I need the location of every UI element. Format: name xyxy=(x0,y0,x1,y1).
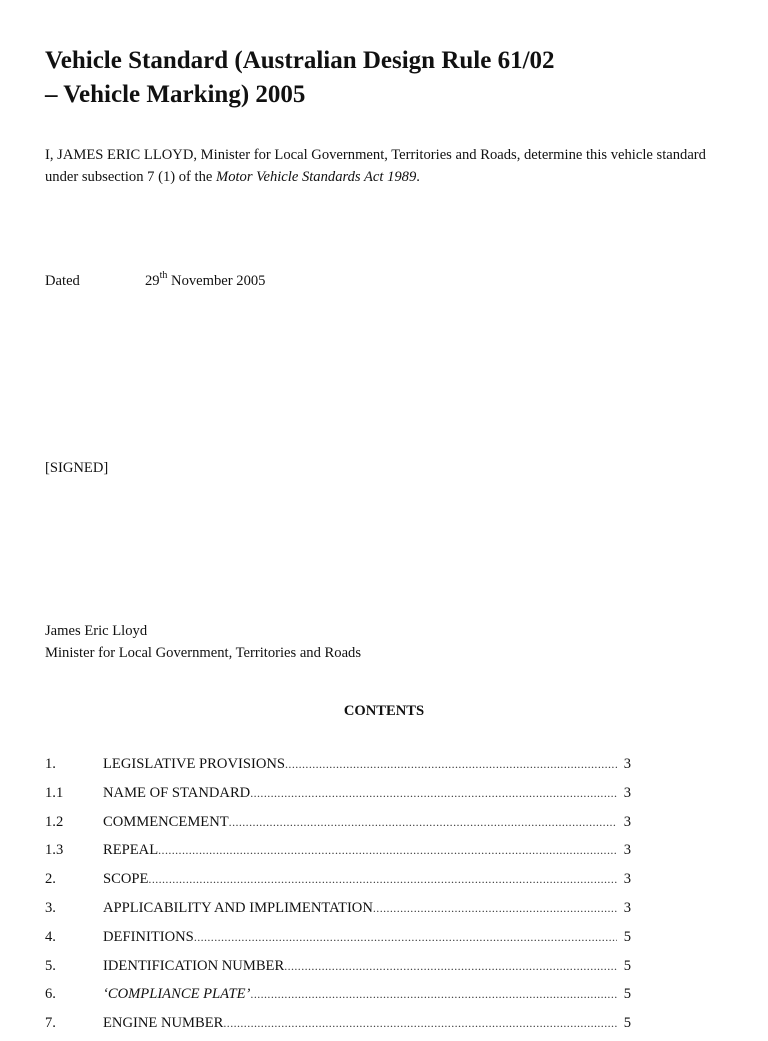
toc-leader-dots xyxy=(148,868,617,890)
toc-page-number: 5 xyxy=(623,957,631,974)
toc-title: COMMENCEMENT xyxy=(103,813,229,830)
signatory-name: James Eric Lloyd xyxy=(45,623,148,639)
toc-item-repeal[interactable] xyxy=(45,839,631,868)
toc-item-compliance-plate[interactable] xyxy=(45,983,631,1012)
date-rest: November 2005 xyxy=(167,273,266,289)
signatory-title: Minister for Local Government, Territories and Roads xyxy=(45,644,362,661)
toc-page-number: 3 xyxy=(623,842,631,859)
toc-leader-dots xyxy=(194,926,617,948)
toc-leader-dots xyxy=(250,782,617,804)
toc-title: DEFINITIONS xyxy=(103,928,194,945)
toc-number: 7. xyxy=(45,1015,56,1032)
dated-line xyxy=(45,270,266,292)
toc-item-engine-number[interactable] xyxy=(45,1012,631,1041)
toc-number: 5. xyxy=(45,957,56,974)
toc-item-commencement[interactable] xyxy=(45,811,631,840)
signatory-block xyxy=(45,621,361,664)
date-suffix: th xyxy=(159,270,168,282)
contents-heading: CONTENTS xyxy=(343,703,425,719)
document-title xyxy=(45,44,555,112)
toc-number: 6. xyxy=(45,986,56,1003)
act-name: Motor Vehicle Standards Act 1989 xyxy=(216,169,417,185)
toc-page-number: 5 xyxy=(623,986,631,1003)
toc-number: 1.2 xyxy=(45,813,64,830)
toc-number: 1. xyxy=(45,756,56,772)
toc-title: ‘COMPLIANCE PLATE’ xyxy=(103,986,251,1003)
toc-number: 3. xyxy=(45,899,56,916)
preamble-text: I, JAMES ERIC LLOYD, Minister for Local Government, Territories and Roads, determine this vehicle standard under subsection 7 (1) of the xyxy=(45,147,706,185)
toc-leader-dots xyxy=(373,897,617,919)
preamble-end: . xyxy=(416,169,420,185)
toc-item-identification-number[interactable] xyxy=(45,955,631,984)
toc-item-applicability[interactable] xyxy=(45,897,631,926)
toc-leader-dots xyxy=(223,1012,617,1034)
toc-page-number: 3 xyxy=(623,871,631,888)
toc-leader-dots xyxy=(285,753,617,775)
preamble-paragraph xyxy=(45,144,725,188)
toc-page-number: 3 xyxy=(623,899,631,916)
table-of-contents xyxy=(45,753,631,1041)
toc-page-number: 5 xyxy=(623,1015,631,1032)
toc-number: 1.1 xyxy=(45,784,64,801)
date-value xyxy=(145,270,265,292)
toc-item-scope[interactable] xyxy=(45,868,631,897)
toc-number: 2. xyxy=(45,871,56,888)
toc-leader-dots xyxy=(284,955,617,977)
toc-item-legislative-provisions[interactable] xyxy=(45,753,631,782)
toc-title: APPLICABILITY AND IMPLIMENTATION xyxy=(103,899,373,916)
toc-title: SCOPE xyxy=(103,871,149,888)
toc-page-number: 3 xyxy=(623,813,631,830)
toc-item-definitions[interactable] xyxy=(45,926,631,955)
toc-leader-dots xyxy=(250,983,617,1005)
toc-page-number: 3 xyxy=(623,756,631,772)
toc-title: LEGISLATIVE PROVISIONS xyxy=(103,756,286,772)
date-day: 29 xyxy=(145,273,160,289)
toc-number: 1.3 xyxy=(45,842,64,859)
toc-number: 4. xyxy=(45,928,56,945)
toc-title: IDENTIFICATION NUMBER xyxy=(103,957,285,974)
signed-marker: [SIGNED] xyxy=(45,460,109,476)
toc-leader-dots xyxy=(229,811,617,833)
toc-title: NAME OF STANDARD xyxy=(103,784,251,801)
dated-label: Dated xyxy=(45,273,80,289)
toc-item-name-of-standard[interactable] xyxy=(45,782,631,811)
document-page xyxy=(45,0,725,1032)
title-line-2: – Vehicle Marking) 2005 xyxy=(45,81,306,108)
title-line-1: Vehicle Standard (Australian Design Rule 61/02 xyxy=(45,47,555,74)
toc-title: ENGINE NUMBER xyxy=(103,1015,224,1032)
toc-page-number: 3 xyxy=(623,784,631,801)
toc-page-number: 5 xyxy=(623,928,631,945)
toc-leader-dots xyxy=(158,839,617,861)
toc-title: REPEAL xyxy=(103,842,159,859)
